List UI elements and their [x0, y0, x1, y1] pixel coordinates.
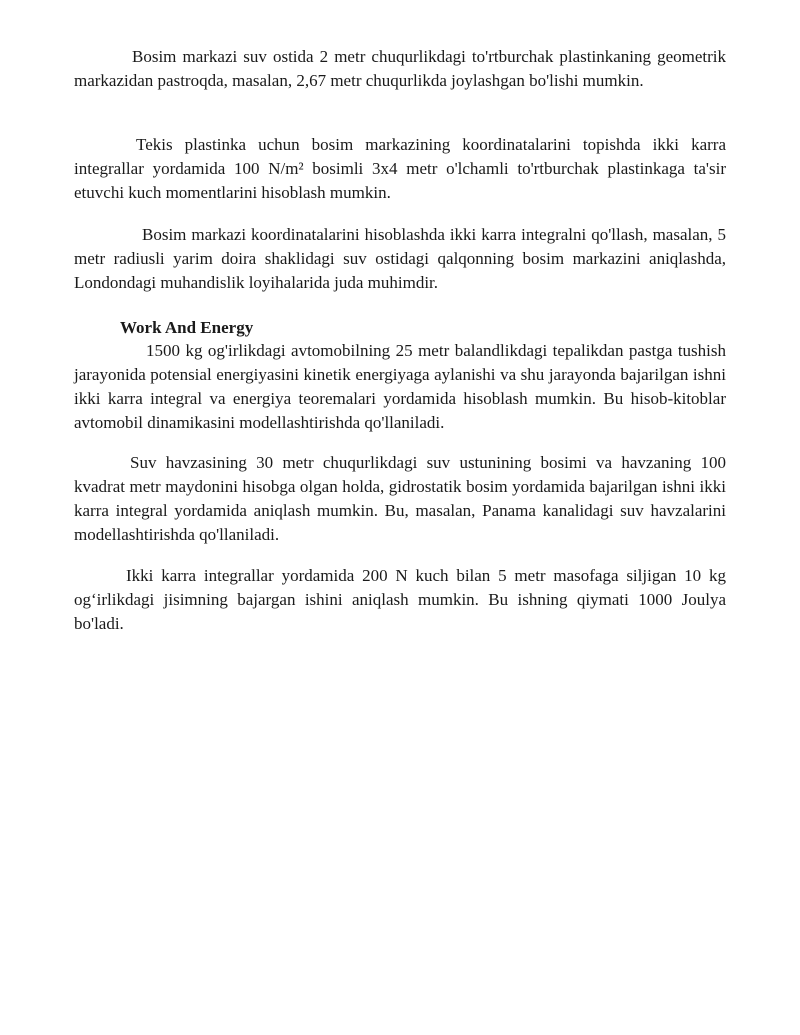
paragraph-text: Bosim markazi koordinatalarini hisoblashda ikki karra integralni qo'llash, masalan, 5 metr radiusli yarim doira shaklidagi suv ostidagi qalqonning bosim markazini aniqlashda, Londondagi muhandislik loyihalarida juda muhimdir.: [74, 225, 726, 292]
paragraph-text: Tekis plastinka uchun bosim markazining koordinatalarini topishda ikki karra integrallar yordamida 100 N/m² bosimli 3x4 metr o'lchamli to'rtburchak plastinkaga ta'sir etuvchi kuch momentlarini hisoblash mumkin.: [74, 135, 726, 202]
paragraph-text: Ikki karra integrallar yordamida 200 N kuch bilan 5 metr masofaga siljigan 10 kg og‘irlikdagi jisimning bajargan ishini aniqlash mumkin. Bu ishning qiymati 1000 Joulya bo'ladi.: [74, 566, 726, 633]
paragraph-3: [74, 223, 726, 295]
paragraph-6: [74, 564, 726, 636]
paragraph-text: 1500 kg og'irlikdagi avtomobilning 25 metr balandlikdagi tepalikdan pastga tushish jarayonida potensial energiyasini kinetik energiyaga aylanishi va shu jarayonda bajarilgan ishni ikki karra integral va energiya teoremalari yordamida hisoblash mumkin. Bu hisob-kitoblar avtomobil dinamikasini modellashtirishda qo'llaniladi.: [74, 341, 726, 432]
paragraph-2: [74, 133, 726, 205]
paragraph-1: [74, 45, 726, 93]
section-heading: Work And Energy: [120, 318, 254, 337]
paragraph-text: Bosim markazi suv ostida 2 metr chuqurlikdagi to'rtburchak plastinkaning geometrik markazidan pastroqda, masalan, 2,67 metr chuqurlikda joylashgan bo'lishi mumkin.: [74, 47, 726, 90]
paragraph-4: [74, 339, 726, 435]
paragraph-text: Suv havzasining 30 metr chuqurlikdagi suv ustunining bosimi va havzaning 100 kvadrat metr maydonini hisobga olgan holda, gidrostatik bosim yordamida bajarilgan ishni ikki karra integral yordamida aniqlash mumkin. Bu, masalan, Panama kanalidagi suv havzalarini modellashtirishda qo'llaniladi.: [74, 453, 726, 544]
paragraph-5: [74, 451, 726, 547]
